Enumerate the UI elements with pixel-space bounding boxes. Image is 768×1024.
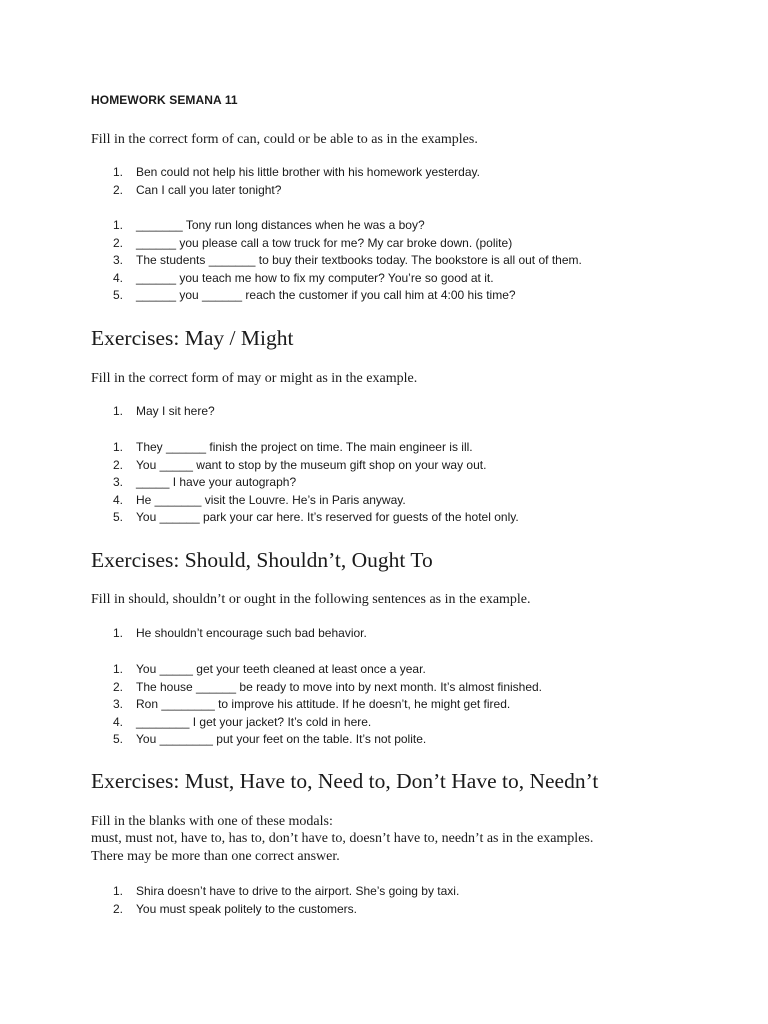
item-text: ______ you ______ reach the customer if you call him at 4:00 his time? xyxy=(136,288,516,303)
item-text: Ron ________ to improve his attitude. If he doesn’t, he might get fired. xyxy=(136,697,511,712)
item-text: ________ I get your jacket? It’s cold in here. xyxy=(136,714,372,729)
instruction-line-2: must, must not, have to, has to, don’t have to, doesn’t have to, needn’t as in the examples. xyxy=(91,831,594,846)
list-item xyxy=(91,492,519,510)
item-number: 2. xyxy=(113,901,124,916)
list-item xyxy=(91,625,367,643)
list-item xyxy=(91,901,459,919)
item-number: 5. xyxy=(113,732,124,747)
item-number: 4. xyxy=(113,714,124,729)
item-number: 1. xyxy=(113,404,124,418)
item-text: May I sit here? xyxy=(136,404,215,418)
list-item xyxy=(91,509,519,527)
item-text: The house ______ be ready to move into by next month. It’s almost finished. xyxy=(136,679,543,694)
item-number: 1. xyxy=(113,218,124,232)
item-number: 2. xyxy=(113,679,124,694)
item-text: You _____ want to stop by the museum gift shop on your way out. xyxy=(136,457,487,472)
item-text: The students _______ to buy their textbooks today. The bookstore is all out of them. xyxy=(136,253,582,268)
item-text: He shouldn’t encourage such bad behavior. xyxy=(136,626,367,640)
item-number: 3. xyxy=(113,475,124,490)
item-text: ______ you teach me how to fix my computer? You’re so good at it. xyxy=(136,270,494,285)
item-text: _______ Tony run long distances when he was a boy? xyxy=(136,218,425,232)
item-text: You ________ put your feet on the table. It’s not polite. xyxy=(136,732,427,747)
item-text: ______ you please call a tow truck for me? My car broke down. (polite) xyxy=(136,235,513,250)
item-number: 2. xyxy=(113,182,124,197)
item-number: 4. xyxy=(113,270,124,285)
heading-may-might: Exercises: May / Might xyxy=(91,326,294,350)
item-text: You must speak politely to the customers. xyxy=(136,901,358,916)
item-text: _____ I have your autograph? xyxy=(136,475,297,490)
examples-can-could xyxy=(91,164,480,199)
item-number: 3. xyxy=(113,697,124,712)
item-text: Ben could not help his little brother with his homework yesterday. xyxy=(136,165,480,179)
examples-should xyxy=(91,625,367,643)
item-text: You _____ get your teeth cleaned at least once a year. xyxy=(136,662,426,676)
heading-must-have-to: Exercises: Must, Have to, Need to, Don’t Have to, Needn’t xyxy=(91,769,599,793)
document-title: HOMEWORK SEMANA 11 xyxy=(91,93,238,107)
list-item xyxy=(91,235,582,253)
list-item xyxy=(91,883,459,901)
list-item xyxy=(91,474,519,492)
instruction-line-3: There may be more than one correct answer. xyxy=(91,849,340,864)
item-text: You ______ park your car here. It’s reserved for guests of the hotel only. xyxy=(136,510,519,525)
list-item xyxy=(91,457,519,475)
list-item xyxy=(91,182,480,200)
item-number: 5. xyxy=(113,510,124,525)
item-text: He _______ visit the Louvre. He’s in Paris anyway. xyxy=(136,492,406,507)
exercises-may-might xyxy=(91,439,519,527)
exercises-can-could xyxy=(91,217,582,305)
list-item xyxy=(91,696,542,714)
list-item xyxy=(91,731,542,749)
list-item xyxy=(91,287,582,305)
list-item xyxy=(91,403,215,421)
instruction-may-might: Fill in the correct form of may or might as in the example. xyxy=(91,371,418,386)
list-item xyxy=(91,439,519,457)
item-number: 4. xyxy=(113,492,124,507)
item-number: 2. xyxy=(113,235,124,250)
examples-must-have-to xyxy=(91,883,459,918)
item-number: 2. xyxy=(113,457,124,472)
instruction-should: Fill in should, shouldn’t or ought in the following sentences as in the example. xyxy=(91,592,531,607)
item-number: 1. xyxy=(113,884,124,898)
list-item xyxy=(91,252,582,270)
list-item xyxy=(91,217,582,235)
instruction-can-could: Fill in the correct form of can, could or be able to as in the examples. xyxy=(91,132,478,147)
list-item xyxy=(91,661,542,679)
item-text: Can I call you later tonight? xyxy=(136,182,282,197)
item-number: 1. xyxy=(113,165,124,179)
item-text: They ______ finish the project on time. The main engineer is ill. xyxy=(136,440,473,454)
item-number: 3. xyxy=(113,253,124,268)
list-item xyxy=(91,164,480,182)
list-item xyxy=(91,714,542,732)
heading-should: Exercises: Should, Shouldn’t, Ought To xyxy=(91,548,433,572)
item-text: Shira doesn’t have to drive to the airport. She’s going by taxi. xyxy=(136,884,460,898)
instruction-line-1: Fill in the blanks with one of these modals: xyxy=(91,814,333,829)
examples-may-might xyxy=(91,403,215,421)
list-item xyxy=(91,270,582,288)
list-item xyxy=(91,679,542,697)
item-number: 1. xyxy=(113,626,124,640)
exercises-should xyxy=(91,661,542,749)
item-number: 1. xyxy=(113,440,124,454)
item-number: 1. xyxy=(113,662,124,676)
item-number: 5. xyxy=(113,288,124,303)
